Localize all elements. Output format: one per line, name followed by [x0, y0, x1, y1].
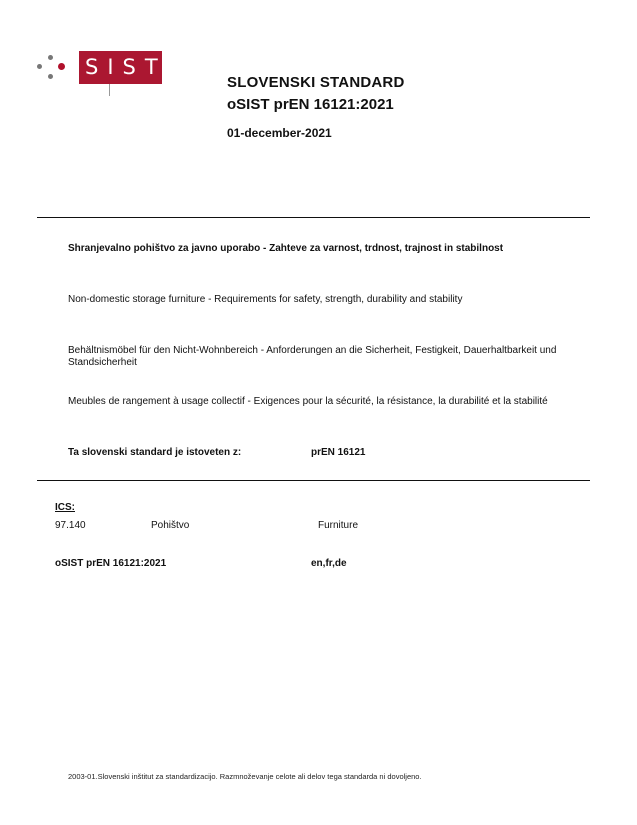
sist-logo: SIST: [79, 51, 162, 84]
logo-dots: [34, 53, 74, 81]
title-german: Behältnismöbel für den Nicht-Wohnbereich - Anforderungen an die Sicherheit, Festigkeit, Dauerhaltbarkeit und Standsicherheit: [68, 345, 557, 368]
logo-dot: [37, 64, 42, 69]
title-slovenian: Shranjevalno pohištvo za javno uporabo - Zahteve za varnost, trdnost, trajnost in stabilnost: [68, 243, 504, 254]
title-french: Meubles de rangement à usage collectif - Exigences pour la sécurité, la résistance, la durabilité et la stabilité: [68, 396, 548, 407]
languages: en,fr,de: [311, 558, 347, 569]
ics-name-english: Furniture: [318, 520, 359, 531]
ics-label: ICS:: [55, 502, 75, 513]
identical-value: prEN 16121: [311, 447, 366, 458]
publication-date: 01-december-2021: [227, 126, 332, 140]
top-rule: [37, 217, 590, 218]
title-english: Non-domestic storage furniture - Requirements for safety, strength, durability and stability: [68, 294, 463, 305]
logo-dot: [48, 55, 53, 60]
logo-dot: [58, 63, 65, 70]
ics-name-slovenian: Pohištvo: [151, 520, 190, 531]
logo-dot: [48, 74, 53, 79]
middle-rule: [37, 480, 590, 481]
standard-number: oSIST prEN 16121:2021: [227, 96, 394, 113]
logo-divider: [109, 84, 110, 96]
ics-code: 97.140: [55, 520, 86, 531]
bottom-standard-number: oSIST prEN 16121:2021: [55, 558, 167, 569]
identical-label: Ta slovenski standard je istoveten z:: [68, 447, 242, 458]
copyright-footer: 2003-01.Slovenski inštitut za standardizacijo. Razmnoževanje celote ali delov tega standarda ni dovoljeno.: [68, 772, 422, 781]
document-type: SLOVENSKI STANDARD: [227, 74, 405, 91]
